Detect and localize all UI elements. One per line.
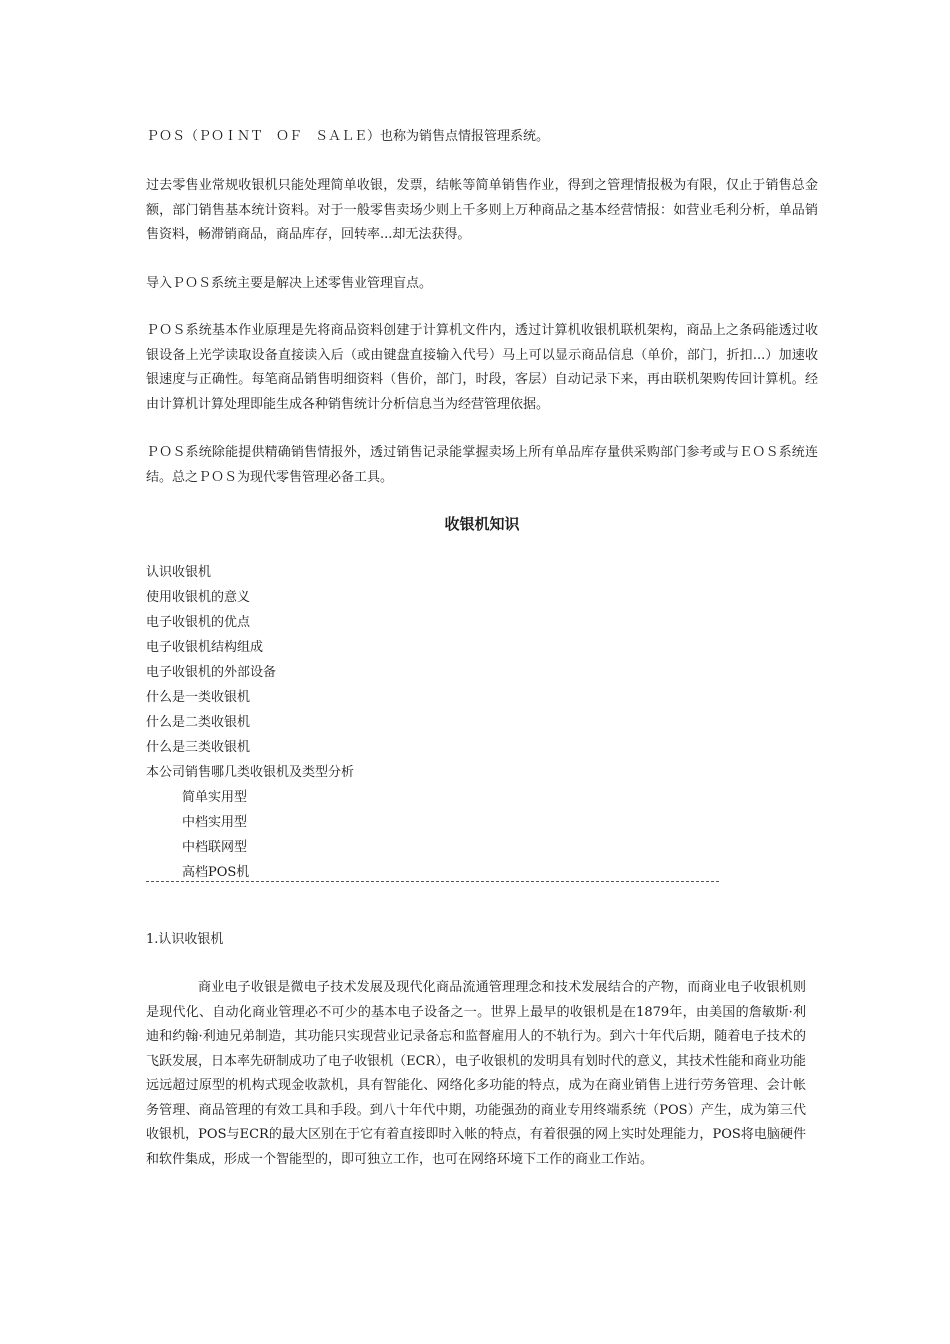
toc-item: 什么是二类收银机	[146, 715, 251, 730]
toc-sub-item: 高档POS机	[182, 865, 250, 880]
toc-item: 认识收银机	[146, 565, 212, 580]
toc-item: 电子收银机结构组成	[146, 640, 264, 655]
intro-paragraph-4: ＰＯＳ系统除能提供精确销售情报外，透过销售记录能掌握卖场上所有单品库存量供采购部门参考或与ＥＯＳ系统连结。总之ＰＯＳ为现代零售管理必备工具。	[146, 445, 818, 485]
toc-sub-item: 简单实用型	[182, 790, 248, 805]
table-of-contents	[146, 560, 354, 885]
section-1-body: 商业电子收银是微电子技术发展及现代化商品流通管理理念和技术发展结合的产物，而商业电子收银机则是现代化、自动化商业管理必不可少的基本电子设备之一。世界上最早的收银机是在1879年，由美国的詹敏斯·利迪和约翰·利迪兄弟制造，其功能只实现营业记录备忘和监督雇用人的不轨行为。到六十年代后期，随着电子技术的飞跃发展，日本率先研制成功了电子收银机（ECR），电子收银机的发明具有划时代的意义，其技术性能和商业功能远远超过原型的机构式现金收款机，具有智能化、网络化多功能的特点，成为在商业销售上进行劳务管理、会计帐务管理、商品管理的有效工具和手段。到八十年代中期，功能强劲的商业专用终端系统（POS）产生，成为第三代收银机，POS与ECR的最大区别在于它有着直接即时入帐的特点，有着很强的网上实时处理能力，POS将电脑硬件和软件集成，形成一个智能型的，即可独立工作，也可在网络环境下工作的商业工作站。	[146, 980, 806, 1167]
toc-item: 本公司销售哪几类收银机及类型分析	[146, 765, 355, 780]
toc-item: 使用收银机的意义	[146, 590, 251, 605]
intro-paragraph-3: ＰＯＳ系统基本作业原理是先将商品资料创建于计算机文件内，透过计算机收银机联机架构，商品上之条码能透过收银设备上光学读取设备直接读入后（或由键盘直接输入代号）马上可以显示商品信息（单价，部门，折扣...）加速收银速度与正确性。每笔商品销售明细资料（售价，部门，时段，客层）自动记录下来，再由联机架购传回计算机。经由计算机计算处理即能生成各种销售统计分析信息当为经营管理依据。	[146, 323, 818, 412]
toc-sub-item: 中档实用型	[182, 815, 248, 830]
toc-item: 电子收银机的外部设备	[146, 665, 277, 680]
section-1-title: 1.认识收银机	[146, 932, 224, 947]
toc-item: 什么是三类收银机	[146, 740, 251, 755]
intro-paragraph-1: 过去零售业常规收银机只能处理简单收银，发票，结帐等简单销售作业，得到之管理情报极为有限，仅止于销售总金额，部门销售基本统计资料。对于一般零售卖场少则上千多则上万种商品之基本经营情报：如营业毛利分析，单品销售资料，畅滞销商品，商品库存，回转率...却无法获得。	[146, 178, 818, 242]
section-heading: 收银机知识	[444, 515, 520, 533]
toc-sub-item: 中档联网型	[182, 840, 248, 855]
toc-item: 电子收银机的优点	[146, 615, 251, 630]
intro-definition: ＰＯＳ（ＰＯＩＮＴ ＯＦ ＳＡＬＥ）也称为销售点情报管理系统。	[146, 129, 550, 144]
intro-paragraph-2: 导入ＰＯＳ系统主要是解决上述零售业管理盲点。	[146, 276, 433, 291]
toc-item: 什么是一类收银机	[146, 690, 251, 705]
dashed-divider	[146, 881, 719, 882]
